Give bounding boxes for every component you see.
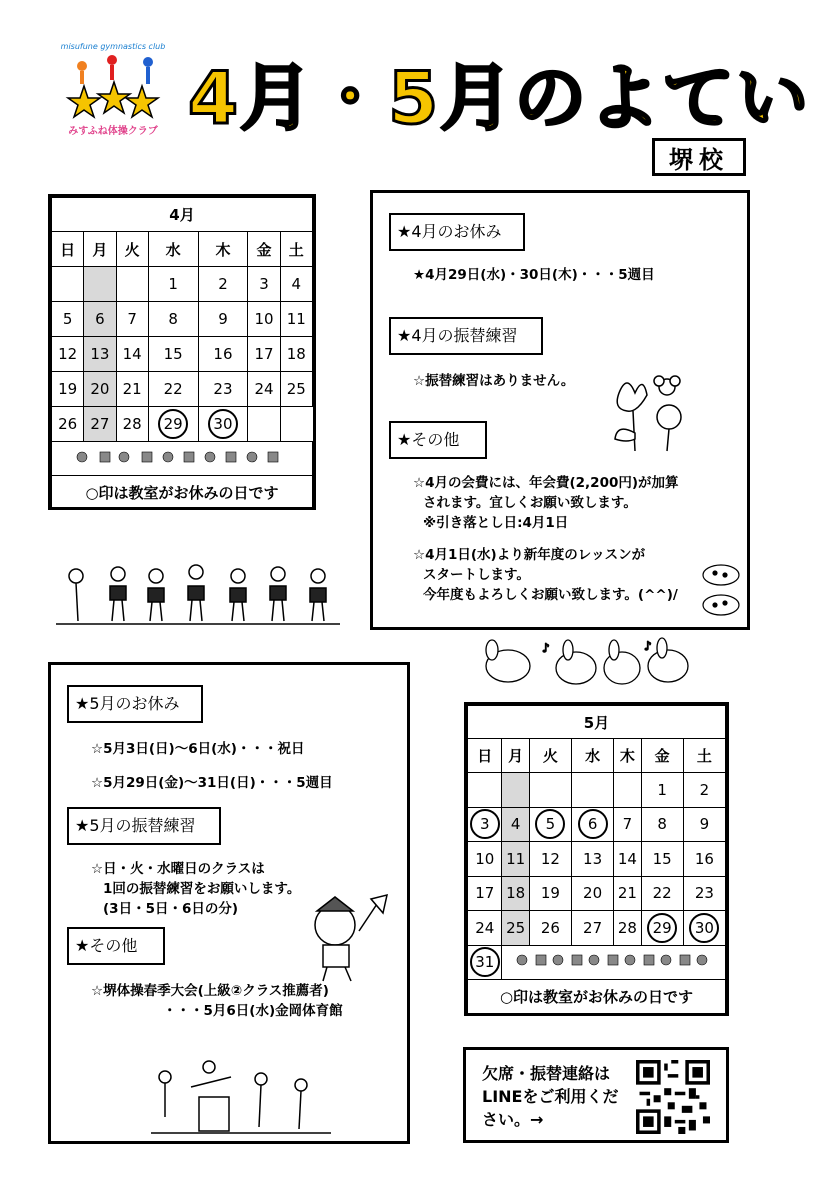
may-holiday-line-1: ☆5月3日(日)～6日(水)・・・祝日	[91, 741, 305, 757]
calendar-day-cell: 7	[116, 302, 148, 337]
april-other-header: ★その他	[389, 421, 487, 459]
boy-kite-illustration	[299, 891, 389, 983]
logo-top-text: misufune gymnastics club	[60, 42, 166, 51]
april-other-line-5: スタートします。	[423, 567, 530, 583]
calendar-day-cell: 19	[529, 876, 571, 911]
calendar-day-cell: 7	[614, 807, 641, 842]
gymnasts-illustration	[56, 546, 340, 630]
calendar-day-cell	[683, 911, 725, 946]
calendar-day-cell: 24	[468, 911, 502, 946]
may-other-header: ★その他	[67, 927, 165, 965]
calendar-day-cell: 25	[502, 911, 529, 946]
calendar-day-cell: 9	[683, 807, 725, 842]
april-holiday-header: ★4月のお休み	[389, 213, 525, 251]
line-qr-code[interactable]	[636, 1060, 710, 1134]
calendar-day-cell: 14	[116, 337, 148, 372]
apr-dow-1: 月	[84, 232, 116, 267]
calendar-day-cell: 17	[468, 876, 502, 911]
calendar-day-cell: 2	[198, 267, 248, 302]
may-dow-2: 火	[529, 739, 571, 773]
may-dow-3: 水	[572, 739, 614, 773]
calendar-day-cell: 15	[148, 337, 198, 372]
calendar-day-cell: 4	[280, 267, 312, 302]
calendar-day-cell: 20	[572, 876, 614, 911]
apr-dow-3: 水	[148, 232, 198, 267]
calendar-day-cell: 10	[248, 302, 280, 337]
calendar-day-cell	[468, 945, 502, 980]
april-calendar	[48, 194, 316, 510]
calendar-week-row	[52, 267, 313, 302]
april-other-line-6: 今年度もよろしくお願い致します。(^^)/	[423, 587, 678, 603]
may-makeup-line-3: (3日・5日・6日の分)	[103, 901, 239, 917]
holiday-circle: 30	[689, 913, 719, 943]
may-dow-6: 土	[683, 739, 725, 773]
calendar-week-row	[468, 842, 726, 877]
calendar-day-cell: 9	[198, 302, 248, 337]
calendar-day-cell: 25	[280, 372, 312, 407]
may-dow-0: 日	[468, 739, 502, 773]
april-note: ○印は教室がお休みの日です	[52, 476, 313, 510]
school-label: 堺校	[652, 138, 746, 176]
holiday-circle: 29	[158, 409, 188, 439]
may-dow-1: 月	[502, 739, 529, 773]
april-other-line-3: ※引き落とし日:4月1日	[423, 515, 569, 531]
calendar-day-cell: 26	[52, 407, 84, 442]
calendar-day-cell: 27	[572, 911, 614, 946]
svg-text:♪: ♪	[542, 641, 550, 655]
april-other-line-1: ☆4月の会費には、年会費(2,200円)が加算	[413, 475, 679, 491]
may-month-label: 5月	[468, 706, 726, 739]
calendar-day-cell: 24	[248, 372, 280, 407]
calendar-week-row	[468, 876, 726, 911]
calendar-day-cell: 28	[614, 911, 641, 946]
calendar-day-cell: 11	[280, 302, 312, 337]
may-other-line-2: ・・・5月6日(水)金岡体育館	[163, 1003, 343, 1019]
calendar-day-cell: 14	[614, 842, 641, 877]
calendar-day-cell: 28	[116, 407, 148, 442]
calendar-day-cell: 16	[198, 337, 248, 372]
calendar-day-cell	[529, 807, 571, 842]
calendar-day-cell: 13	[84, 337, 116, 372]
decoration-icons	[514, 951, 714, 969]
calendar-day-cell: 1	[641, 773, 683, 808]
calendar-day-cell: 17	[248, 337, 280, 372]
calendar-day-cell: 16	[683, 842, 725, 877]
rabbits-illustration	[472, 636, 702, 696]
calendar-day-cell	[116, 267, 148, 302]
april-month-label: 4月	[52, 198, 313, 232]
calendar-week-row	[468, 807, 726, 842]
calendar-day-cell: 10	[468, 842, 502, 877]
calendar-day-cell: 1	[148, 267, 198, 302]
calendar-day-cell: 13	[572, 842, 614, 877]
holiday-circle: 30	[208, 409, 238, 439]
holiday-circle: 31	[470, 947, 500, 977]
calendar-day-cell: 26	[529, 911, 571, 946]
page-title: 4月・5月のよてい	[188, 56, 811, 140]
calendar-day-cell	[198, 407, 248, 442]
may-holiday-header: ★5月のお休み	[67, 685, 203, 723]
calendar-week-row	[52, 302, 313, 337]
holiday-circle: 5	[535, 809, 565, 839]
april-calendar-table	[51, 197, 313, 510]
holiday-circle: 3	[470, 809, 500, 839]
calendar-day-cell: 15	[641, 842, 683, 877]
may-calendar-table	[467, 705, 726, 1014]
calendar-day-cell: 2	[683, 773, 725, 808]
may-calendar	[464, 702, 729, 1016]
calendar-day-cell	[614, 773, 641, 808]
calendar-day-cell: 4	[502, 807, 529, 842]
holiday-circle: 29	[647, 913, 677, 943]
april-decoration-row	[52, 442, 313, 476]
calendar-day-cell: 23	[198, 372, 248, 407]
calendar-day-cell: 5	[52, 302, 84, 337]
apr-dow-2: 火	[116, 232, 148, 267]
apr-dow-4: 木	[198, 232, 248, 267]
club-logo	[54, 42, 172, 138]
april-info-box	[370, 190, 750, 630]
apr-dow-5: 金	[248, 232, 280, 267]
ladybug-illustration	[697, 561, 745, 621]
contact-text: 欠席・振替連絡は LINEをご利用ください。→	[482, 1064, 619, 1129]
calendar-day-cell	[52, 267, 84, 302]
may-dow-4: 木	[614, 739, 641, 773]
logo-bottom-text: みすふね体操クラブ	[68, 126, 158, 137]
calendar-day-cell: 8	[148, 302, 198, 337]
calendar-day-cell	[84, 267, 116, 302]
calendar-day-cell: 12	[529, 842, 571, 877]
calendar-day-cell	[468, 807, 502, 842]
may-holiday-line-2: ☆5月29日(金)～31日(日)・・・5週目	[91, 775, 333, 791]
calendar-day-cell: 6	[84, 302, 116, 337]
calendar-day-cell	[248, 407, 280, 442]
calendar-week-row	[468, 773, 726, 808]
calendar-day-cell	[529, 773, 571, 808]
calendar-day-cell: 23	[683, 876, 725, 911]
calendar-day-cell: 12	[52, 337, 84, 372]
calendar-day-cell: 3	[248, 267, 280, 302]
vault-illustration	[151, 1057, 331, 1137]
april-other-line-2: されます。宜しくお願い致します。	[423, 495, 637, 511]
calendar-day-cell	[148, 407, 198, 442]
may-other-line-1: ☆堺体操春季大会(上級②クラス推薦者)	[91, 983, 329, 999]
may-makeup-line-1: ☆日・火・水曜日のクラスは	[91, 861, 265, 877]
calendar-day-cell	[280, 407, 312, 442]
calendar-day-cell: 20	[84, 372, 116, 407]
calendar-day-cell: 11	[502, 842, 529, 877]
calendar-day-cell	[572, 773, 614, 808]
calendar-day-cell	[502, 773, 529, 808]
april-other-line-4: ☆4月1日(水)より新年度のレッスンが	[413, 547, 646, 563]
calendar-week-row	[468, 911, 726, 946]
calendar-day-cell: 19	[52, 372, 84, 407]
calendar-day-cell	[468, 773, 502, 808]
may-note: ○印は教室がお休みの日です	[468, 980, 726, 1014]
svg-text:♪: ♪	[644, 639, 652, 653]
calendar-day-cell: 21	[116, 372, 148, 407]
calendar-day-cell	[641, 911, 683, 946]
calendar-day-cell: 8	[641, 807, 683, 842]
calendar-day-cell: 21	[614, 876, 641, 911]
calendar-day-cell: 18	[280, 337, 312, 372]
contact-box	[463, 1047, 729, 1143]
decoration-icons	[72, 447, 292, 467]
calendar-day-cell: 22	[641, 876, 683, 911]
calendar-week-row	[52, 372, 313, 407]
calendar-day-cell: 27	[84, 407, 116, 442]
flowers-illustration	[607, 373, 697, 453]
calendar-day-cell	[572, 807, 614, 842]
may-info-box	[48, 662, 410, 1144]
may-dow-5: 金	[641, 739, 683, 773]
logo-stars-icon	[62, 52, 166, 120]
holiday-circle: 6	[578, 809, 608, 839]
april-makeup-text: ☆振替練習はありません。	[413, 373, 575, 389]
calendar-day-cell: 22	[148, 372, 198, 407]
calendar-day-cell: 18	[502, 876, 529, 911]
calendar-week-row	[52, 337, 313, 372]
april-holiday-text: ★4月29日(水)・30日(木)・・・5週目	[413, 267, 655, 283]
calendar-week-row	[52, 407, 313, 442]
april-makeup-header: ★4月の振替練習	[389, 317, 543, 355]
may-decoration-cell	[502, 945, 726, 980]
apr-dow-6: 土	[280, 232, 312, 267]
may-makeup-line-2: 1回の振替練習をお願いします。	[103, 881, 301, 897]
calendar-week-row	[468, 945, 726, 980]
may-makeup-header: ★5月の振替練習	[67, 807, 221, 845]
apr-dow-0: 日	[52, 232, 84, 267]
